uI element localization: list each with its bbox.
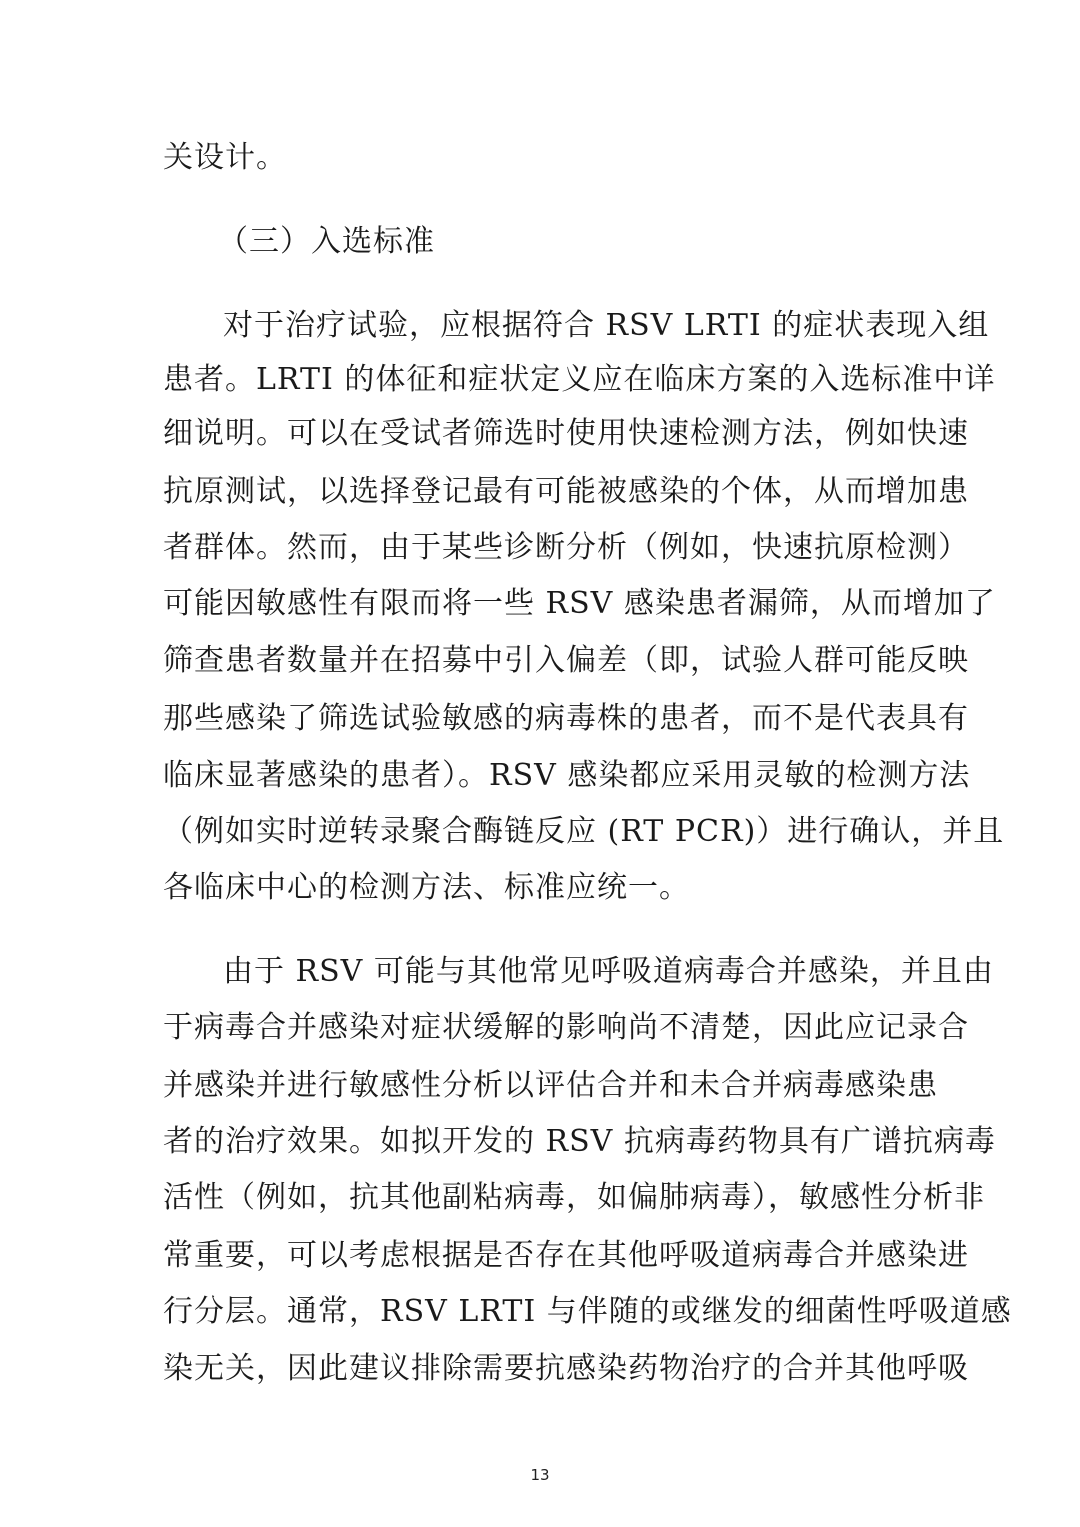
section-heading: （三）入选标准 [218,224,435,259]
paragraph-1-line-3: 细说明。可以在受试者筛选时使用快速检测方法，例如快速 [163,416,969,451]
paragraph-1-line-7: 筛查患者数量并在招募中引入偏差（即，试验人群可能反映 [163,643,969,678]
paragraph-1-line-10: （例如实时逆转录聚合酶链反应 (RT PCR)）进行确认，并且 [163,814,1005,849]
text-line-continuation: 关设计。 [163,140,287,175]
paragraph-1-line-2: 患者。LRTI 的体征和症状定义应在临床方案的入选标准中详 [163,362,996,397]
paragraph-1-line-4: 抗原测试，以选择登记最有可能被感染的个体，从而增加患 [163,474,969,509]
paragraph-2-line-8: 染无关，因此建议排除需要抗感染药物治疗的合并其他呼吸 [163,1351,969,1386]
paragraph-1-line-1: 对于治疗试验，应根据符合 RSV LRTI 的症状表现入组 [223,308,990,343]
paragraph-2-line-6: 常重要，可以考虑根据是否存在其他呼吸道病毒合并感染进 [163,1238,969,1273]
paragraph-1-line-6: 可能因敏感性有限而将一些 RSV 感染患者漏筛，从而增加了 [163,586,996,621]
paragraph-2-line-5: 活性（例如，抗其他副粘病毒，如偏肺病毒），敏感性分析非 [163,1180,985,1215]
paragraph-2-line-3: 并感染并进行敏感性分析以评估合并和未合并病毒感染患 [163,1068,938,1103]
paragraph-1-line-9: 临床显著感染的患者）。RSV 感染都应采用灵敏的检测方法 [163,758,971,793]
page-number: 13 [530,1466,550,1484]
paragraph-2-line-1: 由于 RSV 可能与其他常见呼吸道病毒合并感染，并且由 [223,954,994,989]
paragraph-1-line-8: 那些感染了筛选试验敏感的病毒株的患者，而不是代表具有 [163,701,969,736]
paragraph-2-line-4: 者的治疗效果。如拟开发的 RSV 抗病毒药物具有广谱抗病毒 [163,1124,996,1159]
paragraph-2-line-2: 于病毒合并感染对症状缓解的影响尚不清楚，因此应记录合 [163,1010,969,1045]
paragraph-1-line-5: 者群体。然而，由于某些诊断分析（例如，快速抗原检测） [163,530,969,565]
paragraph-2-line-7: 行分层。通常，RSV LRTI 与伴随的或继发的细菌性呼吸道感 [163,1294,1012,1329]
paragraph-1-line-11: 各临床中心的检测方法、标准应统一。 [163,870,690,905]
